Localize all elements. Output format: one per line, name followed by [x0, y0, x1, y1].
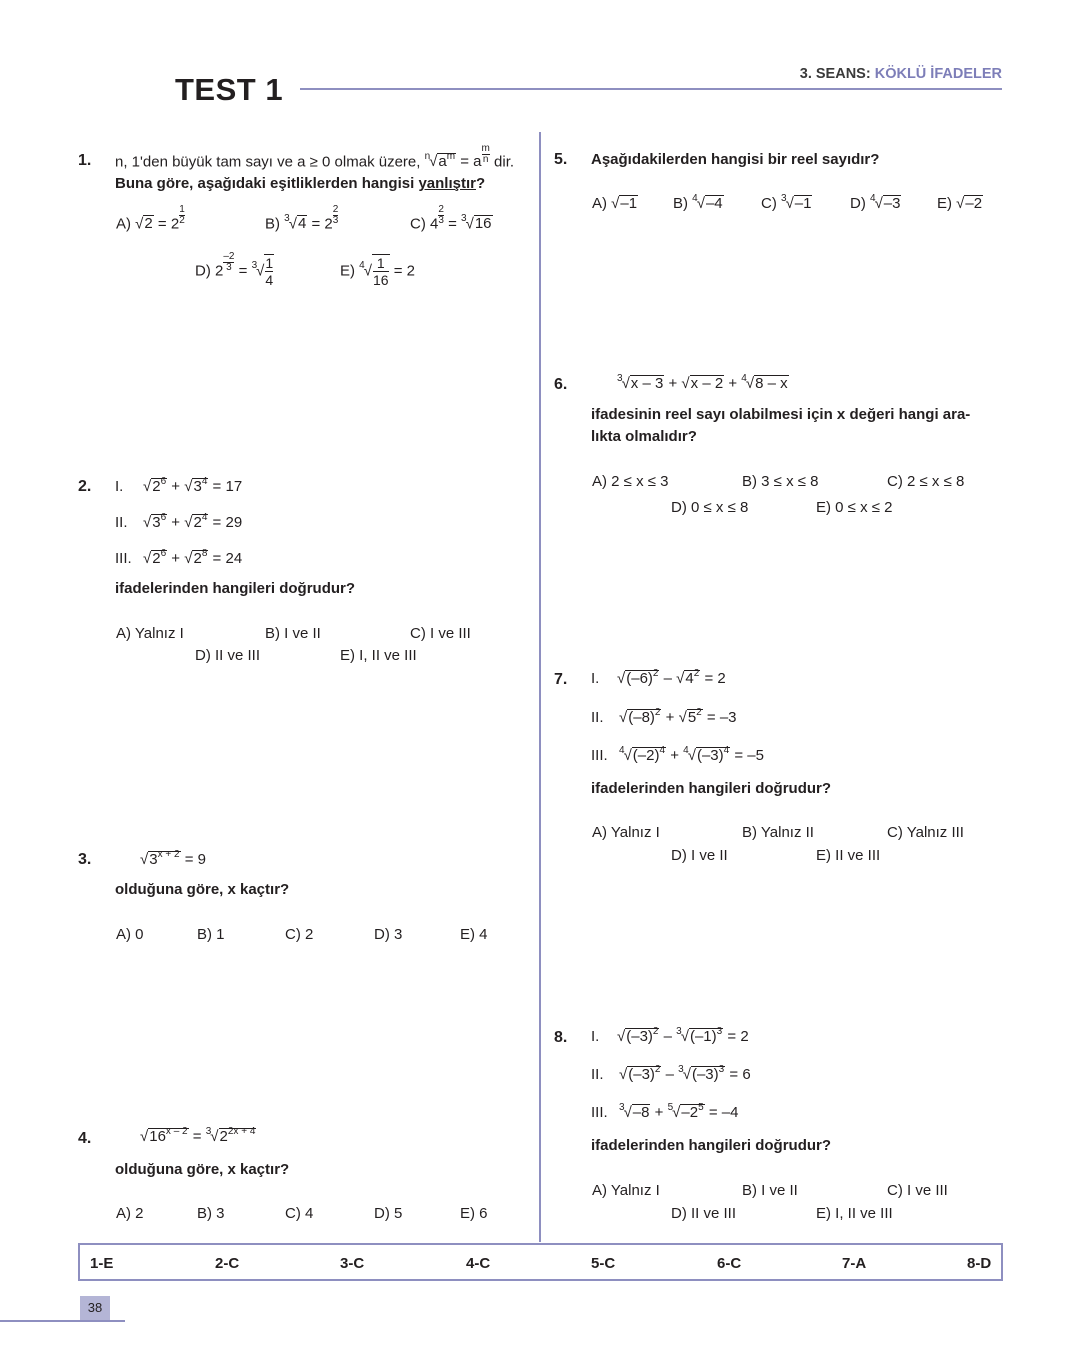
answer-key-item: 3-C: [340, 1255, 365, 1272]
option-b[interactable]: B) I ve II: [265, 625, 321, 642]
answer-key-item: 2-C: [215, 1255, 240, 1272]
header-divider: [300, 88, 1002, 90]
option-e[interactable]: E) II ve III: [816, 847, 881, 864]
option-a[interactable]: A) 0: [116, 926, 144, 943]
question-prompt: Aşağıdakilerden hangisi bir reel sayıdır?: [591, 151, 880, 168]
prompt-end: ?: [475, 175, 486, 192]
question-prompt: olduğuna göre, x kaçtır?: [115, 1161, 290, 1178]
answer-key-item: 8-D: [967, 1255, 992, 1272]
question-number: 1.: [78, 152, 92, 169]
option-c[interactable]: C) 2: [285, 926, 314, 943]
question-prompt-line-2: lıkta olmalıdır?: [591, 428, 697, 445]
answer-key-item: 1-E: [90, 1255, 114, 1272]
answer-key-item: 5-C: [591, 1255, 616, 1272]
option-d[interactable]: D) 0 ≤ x ≤ 8: [671, 499, 749, 516]
option-b[interactable]: B) 3 ≤ x ≤ 8: [742, 473, 819, 490]
option-c[interactable]: C) I ve III: [887, 1182, 948, 1199]
prompt-start: Buna göre, aşağıdaki eşitliklerden hangisi: [115, 175, 415, 192]
option-a[interactable]: A) √–1: [592, 195, 638, 212]
question-number: 7.: [554, 671, 568, 688]
option-e[interactable]: E) 0 ≤ x ≤ 2: [816, 499, 893, 516]
option-a[interactable]: A) 2: [116, 1205, 144, 1222]
option-e[interactable]: E) I, II ve III: [816, 1205, 893, 1222]
question-prompt: ifadelerinden hangileri doğrudur?: [115, 580, 356, 597]
question-prompt: olduğuna göre, x kaçtır?: [115, 881, 290, 898]
option-a[interactable]: A) 2 ≤ x ≤ 3: [592, 473, 669, 490]
option-c[interactable]: C) 2 ≤ x ≤ 8: [887, 473, 965, 490]
question-number: 8.: [554, 1029, 568, 1046]
column-divider: [539, 132, 541, 1242]
option-b[interactable]: B) 1: [197, 926, 225, 943]
option-d[interactable]: D) 3: [374, 926, 403, 943]
question-equation: $√3^{x + 2} = 9$: [140, 849, 206, 868]
option-a[interactable]: A) Yalnız I: [592, 1182, 660, 1199]
page-footer-line: [0, 1320, 125, 1322]
option-b[interactable]: B) I ve II: [742, 1182, 798, 1199]
option-a[interactable]: A) √2 = 2 $\frac{1}{2}$: [116, 204, 185, 233]
option-e[interactable]: E) √–2: [937, 195, 983, 212]
stem-suffix: dir.: [494, 153, 515, 171]
question-prompt-line-1: ifadesinin reel sayı olabilmesi için x değeri hangi ara-: [591, 406, 971, 423]
option-d[interactable]: D) 5: [374, 1205, 403, 1222]
option-d[interactable]: D) 2 $\frac{-2}{3}$ = $^3$√ $\frac{1}{4}$: [195, 251, 274, 288]
option-d[interactable]: D) II ve III: [195, 647, 261, 664]
statement-2: II. $√3^6 + √2^4 = 29$: [115, 512, 243, 531]
option-e[interactable]: E) 6: [460, 1205, 488, 1222]
question-number: 3.: [78, 851, 92, 868]
option-b[interactable]: B) Yalnız II: [742, 824, 814, 841]
statement-1: I. $√(-6)^2 - √4^2 = 2$: [591, 668, 726, 687]
question-number: 2.: [78, 478, 92, 495]
question-prompt: [115, 175, 485, 192]
prompt-underlined: yanlıştır: [418, 175, 476, 192]
option-c[interactable]: C) $^3$√–1: [761, 193, 812, 212]
question-prompt: ifadelerinden hangileri doğrudur?: [591, 780, 832, 797]
question-number: 5.: [554, 151, 568, 168]
answer-key: [78, 1243, 1003, 1281]
statement-2: II. $√(-8)^2 + √5^2 = -3$: [591, 707, 737, 726]
page-number: 38: [80, 1296, 110, 1320]
option-d[interactable]: D) I ve II: [671, 847, 728, 864]
section-heading: [800, 66, 1002, 82]
question-stem: [115, 143, 515, 173]
option-d[interactable]: D) II ve III: [671, 1205, 737, 1222]
statement-1: I. $√(-3)^2 - ^3√(-1)^3 = 2$: [591, 1026, 749, 1045]
option-b[interactable]: B) $^3$√4 = 2 $\frac{2}{3}$: [265, 204, 339, 233]
test-title: TEST 1: [175, 72, 284, 107]
answer-key-item: 4-C: [466, 1255, 491, 1272]
statement-1: I. $√2^6 + √3^4 = 17$: [115, 476, 243, 495]
question-number: 4.: [78, 1130, 92, 1147]
section-topic: KÖKLÜ İFADELER: [874, 66, 1002, 82]
statement-2: II. $√(-3)^2 - ^3√(-3)^3 = 6$: [591, 1064, 751, 1083]
question-equation: $√16^{x - 2} = ^3√2^{2x + 4}$: [140, 1126, 256, 1145]
statement-3: III. $√2^6 + √2^8 = 24$: [115, 548, 243, 567]
question-prompt: ifadelerinden hangileri doğrudur?: [591, 1137, 832, 1154]
question-expression: $^3$√x – 3 + √x – 2 + $^4$√8 – x: [617, 373, 788, 392]
option-b[interactable]: B) 3: [197, 1205, 225, 1222]
answer-key-item: 6-C: [717, 1255, 742, 1272]
option-c[interactable]: C) 4: [285, 1205, 314, 1222]
option-e[interactable]: E) 4: [460, 926, 488, 943]
statement-3: III. $^4√(-2)^4 + ^4√(-3)^4 = -5$: [591, 745, 764, 764]
option-a[interactable]: A) Yalnız I: [116, 625, 184, 642]
option-d[interactable]: D) $^4$√–3: [850, 193, 901, 212]
question-number: 6.: [554, 376, 568, 393]
option-c[interactable]: C) 4 $\frac{2}{3}$ = $^3$√16: [410, 204, 492, 233]
option-e[interactable]: E) I, II ve III: [340, 647, 417, 664]
option-a[interactable]: A) Yalnız I: [592, 824, 660, 841]
statement-3: III. $^3√-8 + ^5√-2^5 = -4$: [591, 1102, 739, 1121]
answer-key-item: 7-A: [842, 1255, 867, 1272]
section-prefix: 3. SEANS:: [799, 66, 871, 82]
option-c[interactable]: C) I ve III: [410, 625, 471, 642]
option-c[interactable]: C) Yalnız III: [887, 824, 964, 841]
option-e[interactable]: E) $^4$√ $\frac{1}{16}$ = 2: [340, 255, 415, 288]
stem-text: n, 1'den büyük tam sayı ve a ≥ 0 olmak üzere,: [115, 153, 421, 171]
stem-formula: $^n√a^m = a$ $\frac{m}{n}$: [424, 143, 490, 171]
option-b[interactable]: B) $^4$√–4: [673, 193, 723, 212]
